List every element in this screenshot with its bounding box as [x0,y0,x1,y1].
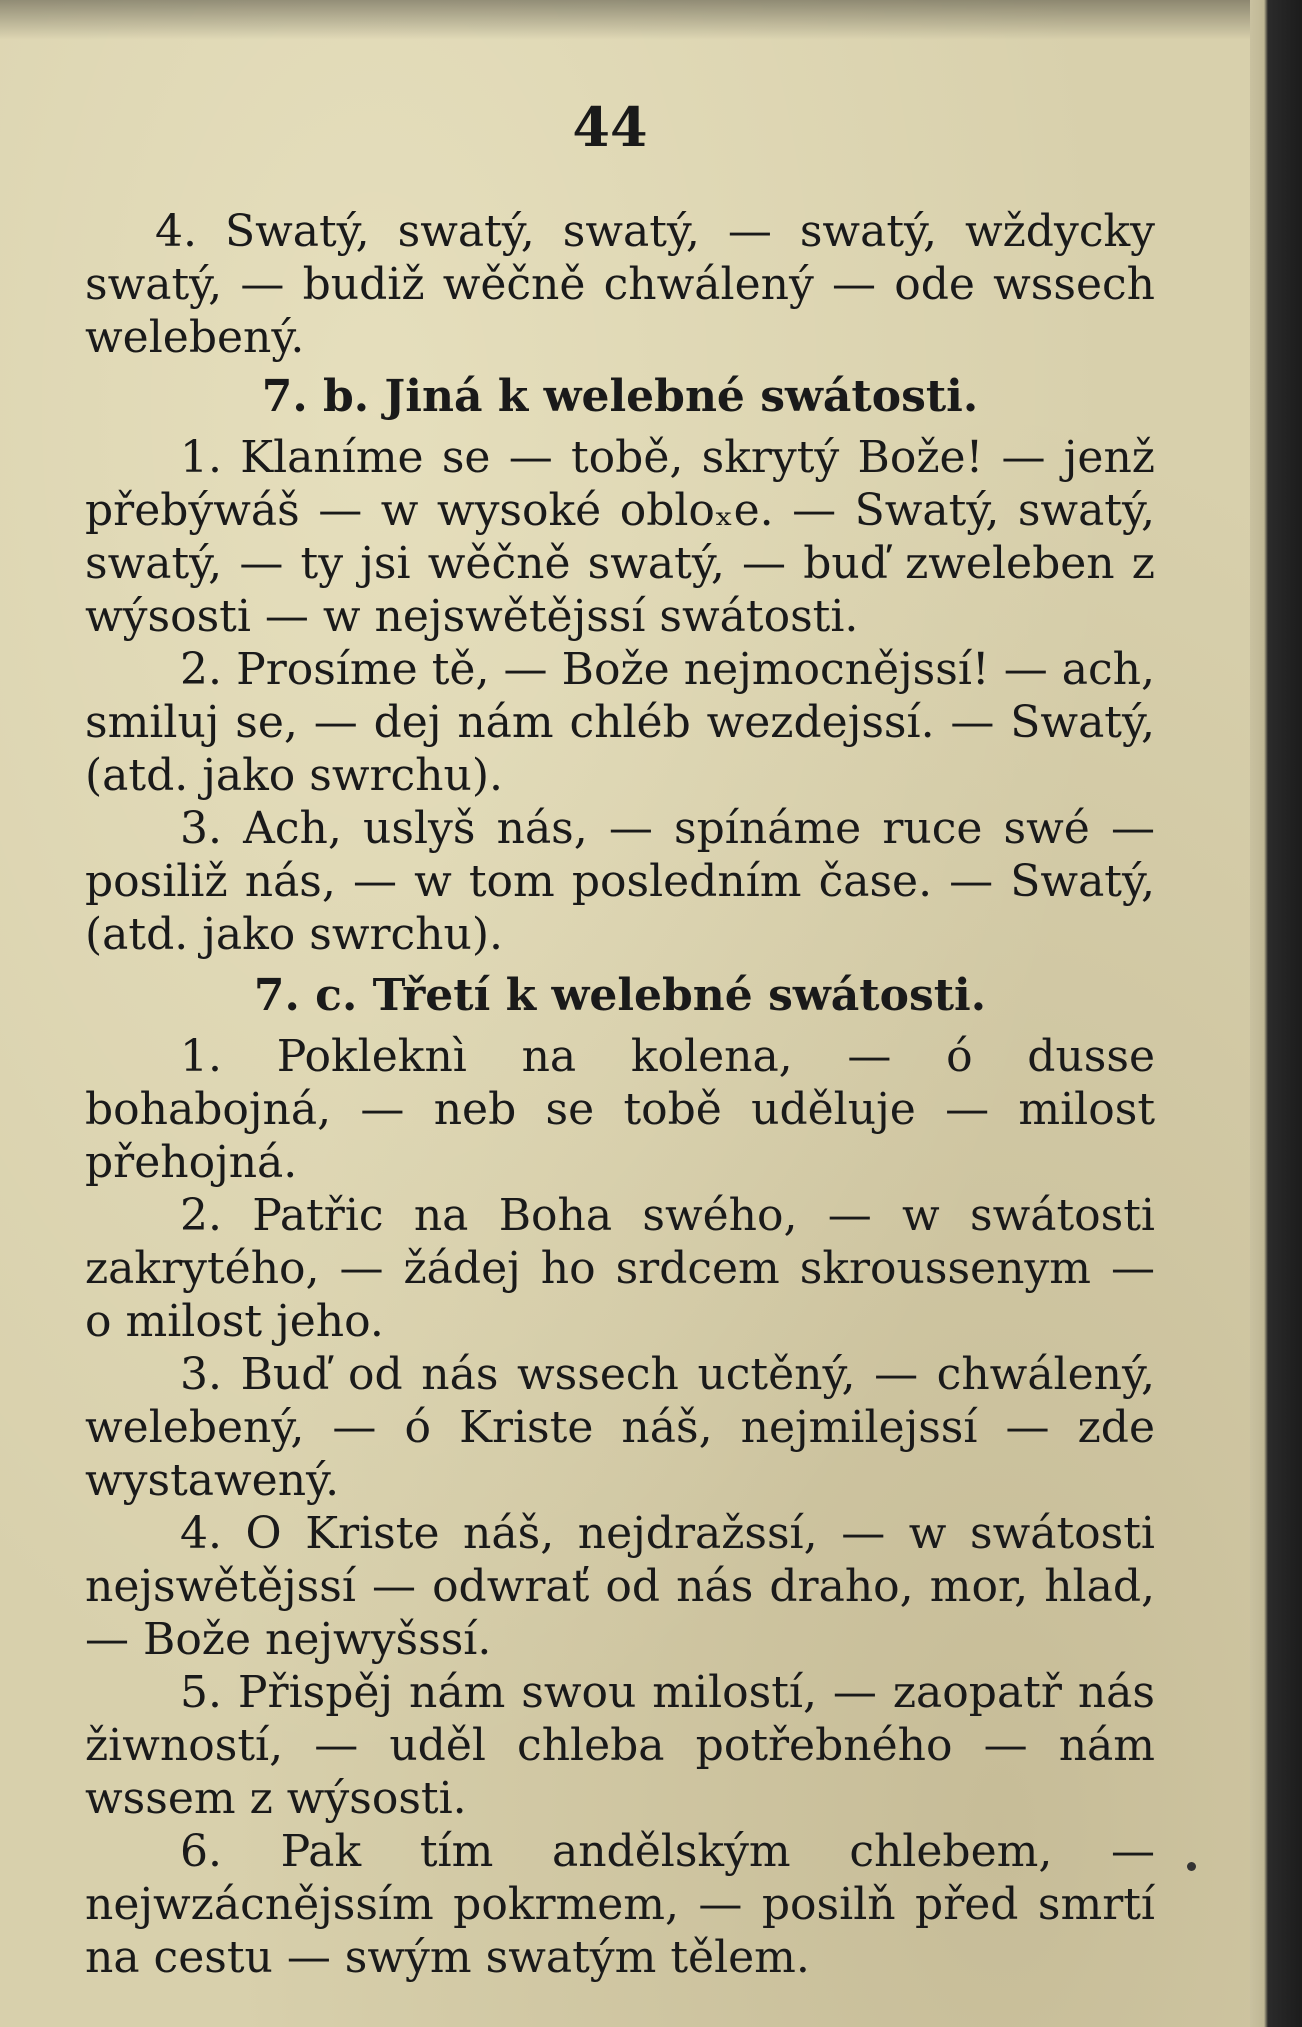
stanza-7c-5: 5. Přispěj nám swou milostí, — zaopatř nás žiwností, — uděl chleba potřebného — nám wssem z wýsosti. [85,1667,1155,1824]
page-number: 44 [572,95,648,159]
stanza-7b-3: 3. Ach, uslyš nás, — spínáme ruce swé — posiliž nás, — w tom posledním čase. — Swatý, (atd. jako swrchu). [85,803,1155,960]
stanza-7b-1: 1. Klaníme se — tobě, skrytý Bože! — jenž přebýwáš — w wysoké obloₓe. — Swatý, swatý, swatý, — ty jsi wěčně swatý, — buď zweleben z wýsosti — w nejswětějssí swátosti. [85,432,1155,642]
stanza-7b-2: 2. Prosíme tě, — Bože nejmocnějssí! — ach, smiluj se, — dej nám chléb wezdejssí. — Swatý, (atd. jako swrchu). [85,644,1155,801]
page-top-shadow [0,0,1250,40]
stanza-7c-4: 4. O Kriste náš, nejdražssí, — w swátosti nejswětějssí — odwrať od nás draho, mor, hlad, — Bože nejwyšssí. [85,1508,1155,1665]
section-heading-7c: 7. c. Třetí k welebné swátosti. [253,970,987,1021]
section-heading-7b: 7. b. Jiná k welebné swátosti. [261,371,979,422]
ink-speck [1187,1862,1196,1871]
stanza-7c-6: 6. Pak tím andělským chlebem, — nejwzácnějssím pokrmem, — posilň před smrtí na cestu — swým swatým tělem. [85,1826,1155,1983]
stanza-7c-1: 1. Pokleknì na kolena, — ó dusse bohabojná, — neb se tobě uděluje — milost přehojná. [85,1031,1155,1188]
stanza-7c-3: 3. Buď od nás wssech uctěný, — chwálený, welebený, — ó Kriste náš, nejmilejssí — zde wystawený. [85,1349,1155,1506]
stanza-7c-2: 2. Patřic na Boha swého, — w swátosti zakrytého, — žádej ho srdcem skroussenym — o milost jeho. [85,1190,1155,1347]
stanza-4-continued: 4. Swatý, swatý, swatý, — swatý, wždycky swatý, — budiž wěčně chwálený — ode wssech welebený. [85,206,1155,363]
hymn-text [85,205,1155,1984]
page-edge-shadow [1250,0,1302,2027]
